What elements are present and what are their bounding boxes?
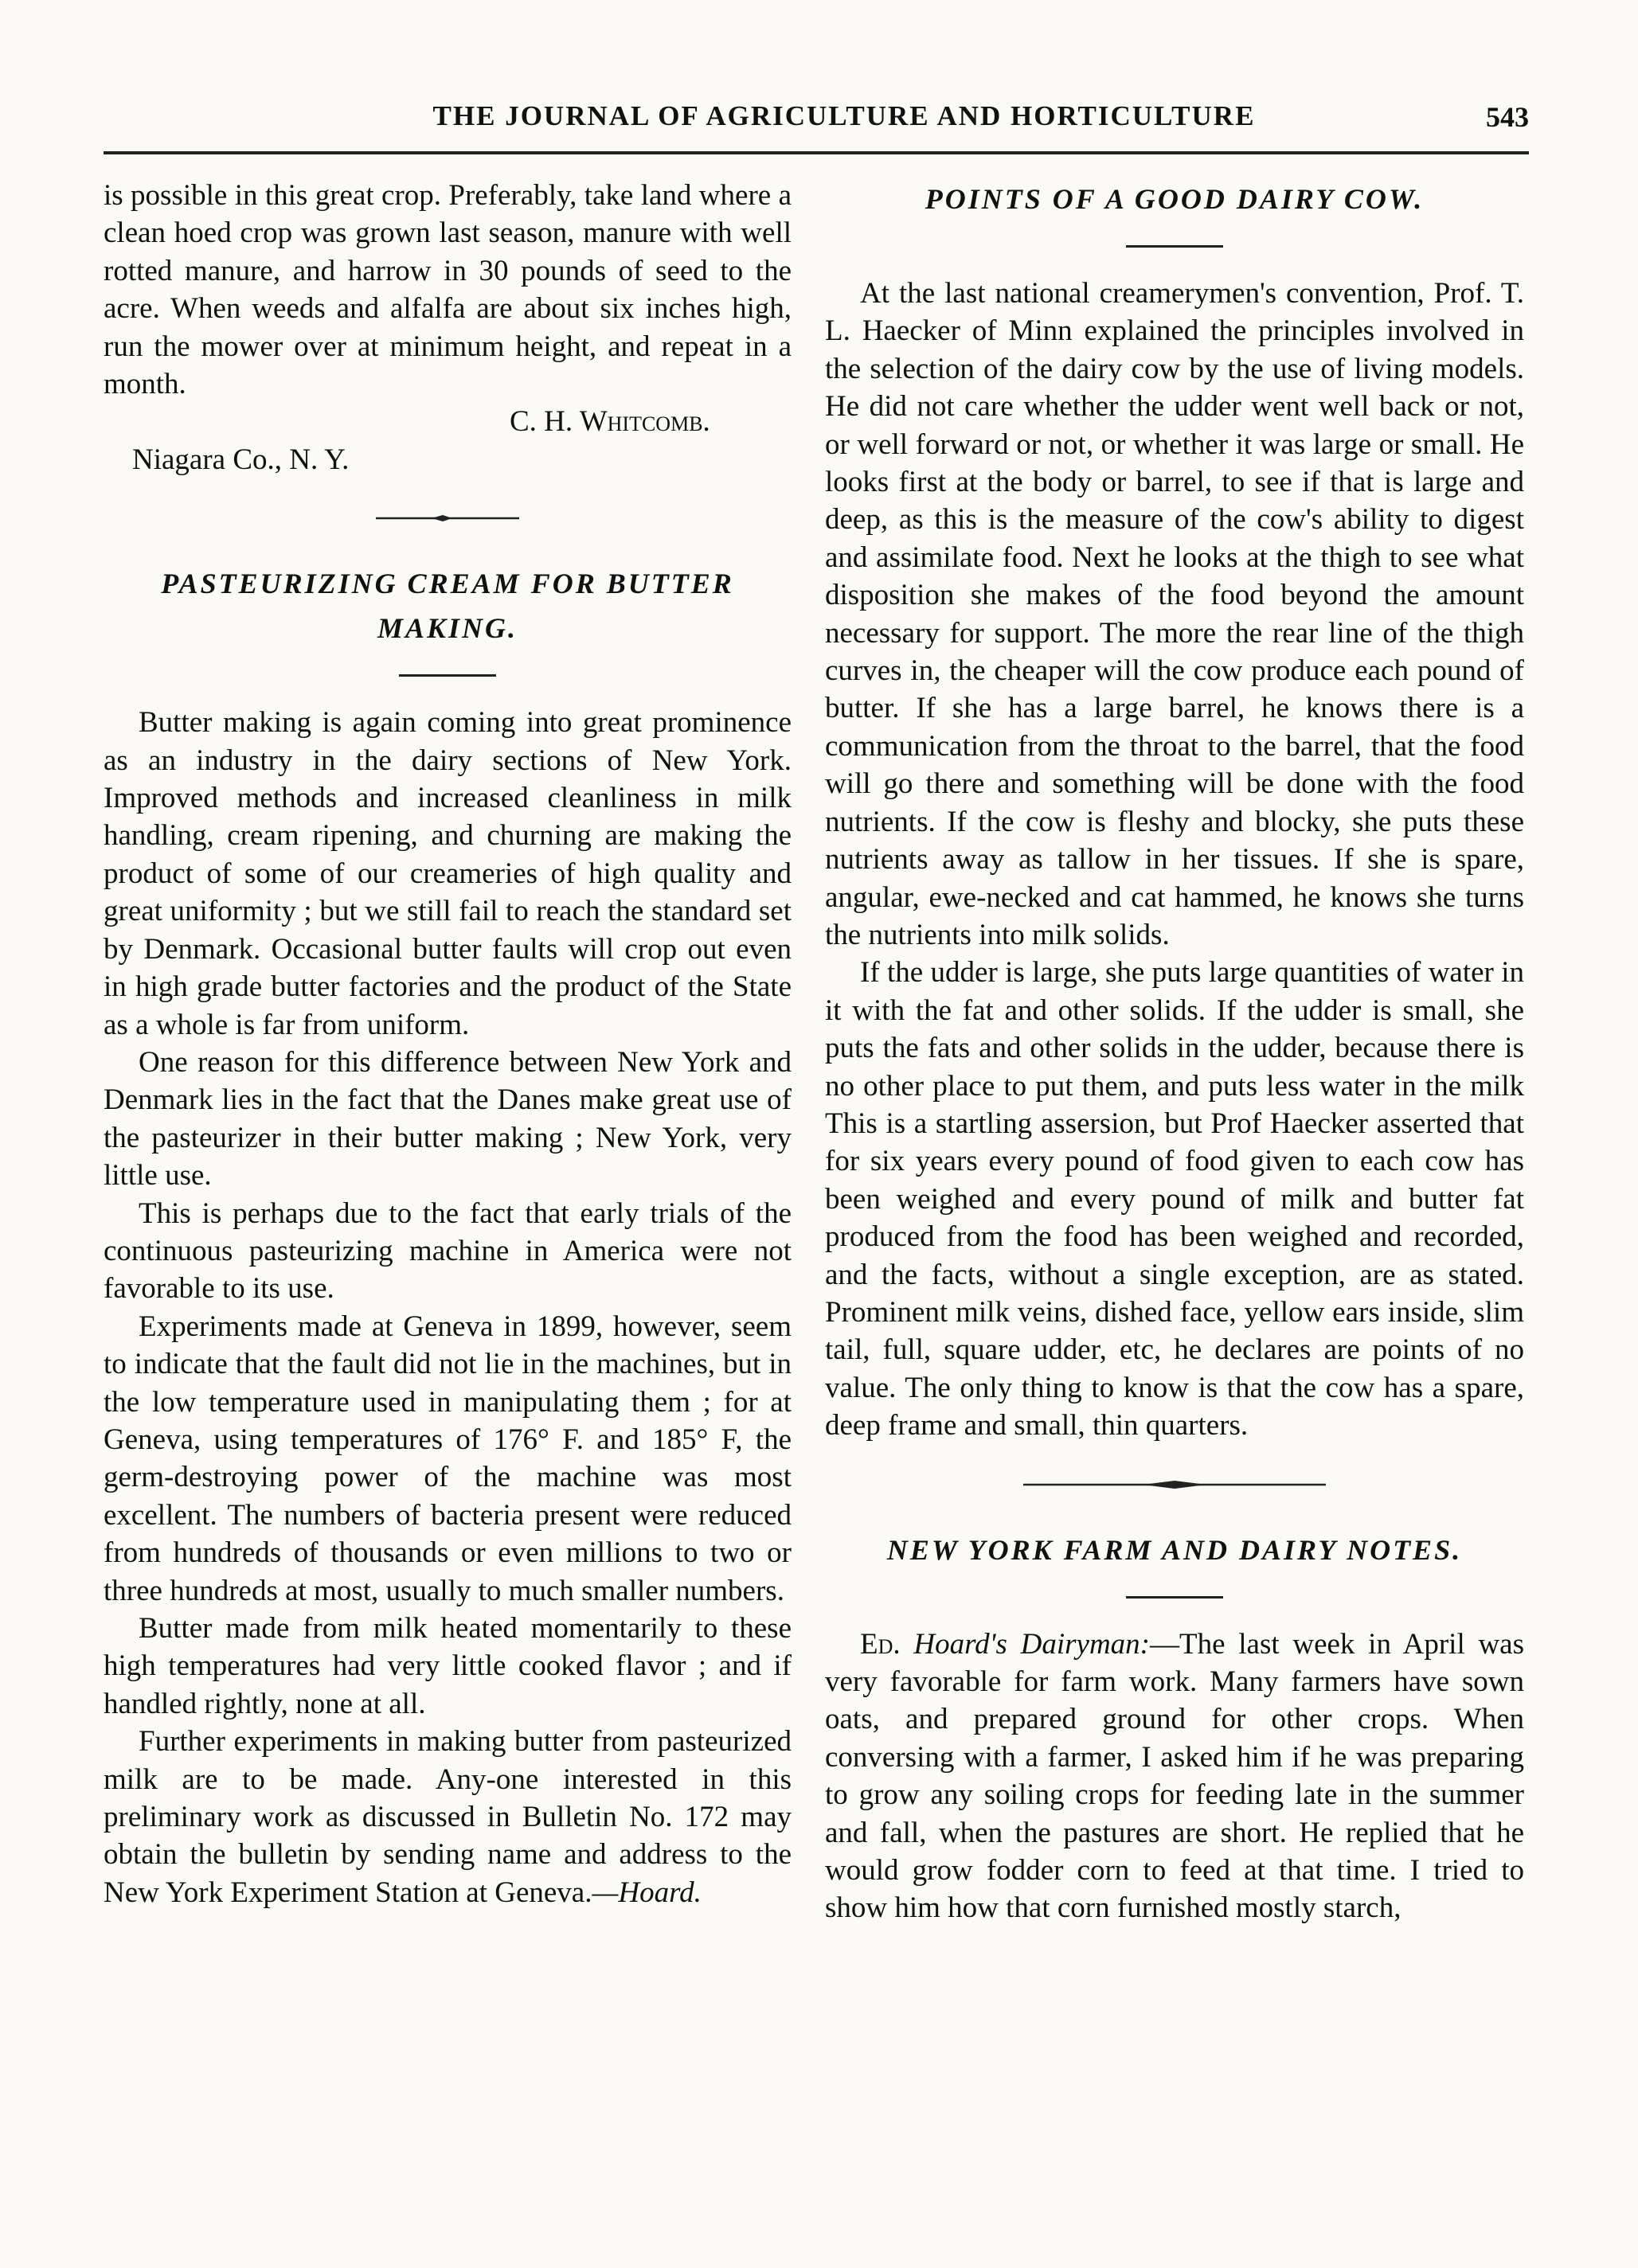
article-paragraph: At the last national creamerymen's convention, Prof. T. L. Haecker of Minn explained the principles involved in the selection of the dairy cow by the use of living models. He did not care whether the udder went well back or not, or well forward or not, or whether it was large or small. He looks first at the body or barrel, to see if that is large and deep, as this is the measure of the cow's ability to digest and assimilate food. Next he looks at the thigh to see what disposition she makes of the food beyond the amount necessary for support. The more the rear line of the thigh curves in, the cheaper will the cow produce each pound of butter. If she has a large barrel, he knows there is a communication from the throat to the barrel, that the food will go there and something will be done with the food nutrients. If the cow is fleshy and blocky, she puts these nutrients away as tallow in her tissues. If she is spare, angular, ewe-necked and cat hammed, he knows she turns the nutrients into milk solids. <box>825 277 1524 951</box>
title-rule <box>1126 245 1223 248</box>
page-header <box>104 100 1529 148</box>
ornamental-rule-icon <box>1023 1480 1326 1489</box>
page-number: 543 <box>1486 101 1529 133</box>
article-paragraph: If the udder is large, she puts large quantities of water in it with the fat and other solids. If the udder is small, she puts the fats and other solids in the udder, because there is no other place to put them, and puts less water in the milk This is a startling assersion, but Prof Haecker asserted that for six years every pound of food given to each cow has been weighed and every pound of milk and butter fat produced from the food has been weighed and recorded, and the facts, without a single exception, are as stated. Prominent milk veins, dished face, yellow ears inside, slim tail, full, square udder, etc, he declares are points of no value. The only thing to know is that the cow has a spare, deep frame and small, thin quarters. <box>825 956 1524 1442</box>
article-paragraph-text: —The last week in April was very favorable for farm work. Many farmers have sown oats, and prepared ground for other crops. When conversing with a farmer, I asked him if he was preparing to grow any soiling crops for feeding late in the summer and fall, when the pastures are short. He replied that he would grow fodder corn to feed at that time. I tried to show him how that corn furnished mostly starch, <box>825 1627 1524 1925</box>
title-rule <box>399 674 496 677</box>
author-place: Niagara Co., N. Y. <box>132 443 350 476</box>
ornamental-rule-icon <box>376 513 519 523</box>
author-signature: C. H. Whitcomb. <box>510 405 710 439</box>
article-title-dairy-cow: POINTS OF A GOOD DAIRY COW. <box>925 183 1425 215</box>
header-rule <box>104 151 1529 154</box>
article-paragraph-last <box>104 1723 792 1911</box>
salutation-prefix: Ed. <box>860 1627 914 1661</box>
running-title: THE JOURNAL OF AGRICULTURE AND HORTICULTURE <box>432 100 1256 131</box>
signature-line <box>104 403 792 440</box>
article-title-farm-notes: NEW YORK FARM AND DAIRY NOTES. <box>886 1533 1463 1566</box>
continuation-text: is possible in this great crop. Preferably, take land where a clean hoed crop was grown last season, manure with well rotted manure, and harrow in 30 pounds of seed to the acre. When weeds and alfalfa are about six inches high, run the mower over at minimum height, and repeat in a month. <box>104 179 792 401</box>
article-paragraph: Experiments made at Geneva in 1899, however, seem to indicate that the fault did not lie in the machines, but in the low temperature used in manipulating them ; for at Geneva, using temperatures of 176° F. and 185° F, the germ-destroying power of the machine was most excellent. The numbers of bacteria present were reduced from hundreds of thousands or even millions to two or three hundreds at most, usually to much smaller numbers. <box>104 1310 792 1607</box>
article-paragraph <box>825 1626 1524 1927</box>
article-paragraph: Butter making is again coming into great prominence as an industry in the dairy sections of New York. Improved methods and increased cleanliness in milk handling, cream ripening, and churning are making the product of some of our creameries of high quality and great uniformity ; but we still fail to reach the standard set by Denmark. Occasional butter faults will crop out even in high grade butter factories and the product of the State as a whole is far from uniform. <box>104 706 792 1041</box>
right-column <box>825 177 1524 1927</box>
article-paragraph: Butter made from milk heated momentarily to these high temperatures had very little cooked flavor ; and if handled rightly, none at all. <box>104 1612 792 1720</box>
left-column <box>104 177 792 1911</box>
article-paragraph: This is perhaps due to the fact that early trials of the continuous pasteurizing machine in America were not favorable to its use. <box>104 1196 792 1306</box>
article-paragraph: One reason for this difference between New York and Denmark lies in the fact that the Danes make great use of the pasteurizer in their butter making ; New York, very little use. <box>104 1045 792 1193</box>
title-rule <box>1126 1596 1223 1599</box>
article-title-pasteurizing: PASTEURIZING CREAM FOR BUTTER MAKING. <box>161 568 734 645</box>
salutation-source: Hoard's Dairyman: <box>913 1627 1151 1661</box>
article-paragraph-text: Further experiments in making butter from pasteurized milk are to be made. Any-one interested in this preliminary work as discussed in Bulletin No. 172 may obtain the bulletin by sending name and address to the New York Experiment Station at Geneva. <box>104 1725 792 1909</box>
article-credit: —Hoard. <box>592 1876 702 1909</box>
